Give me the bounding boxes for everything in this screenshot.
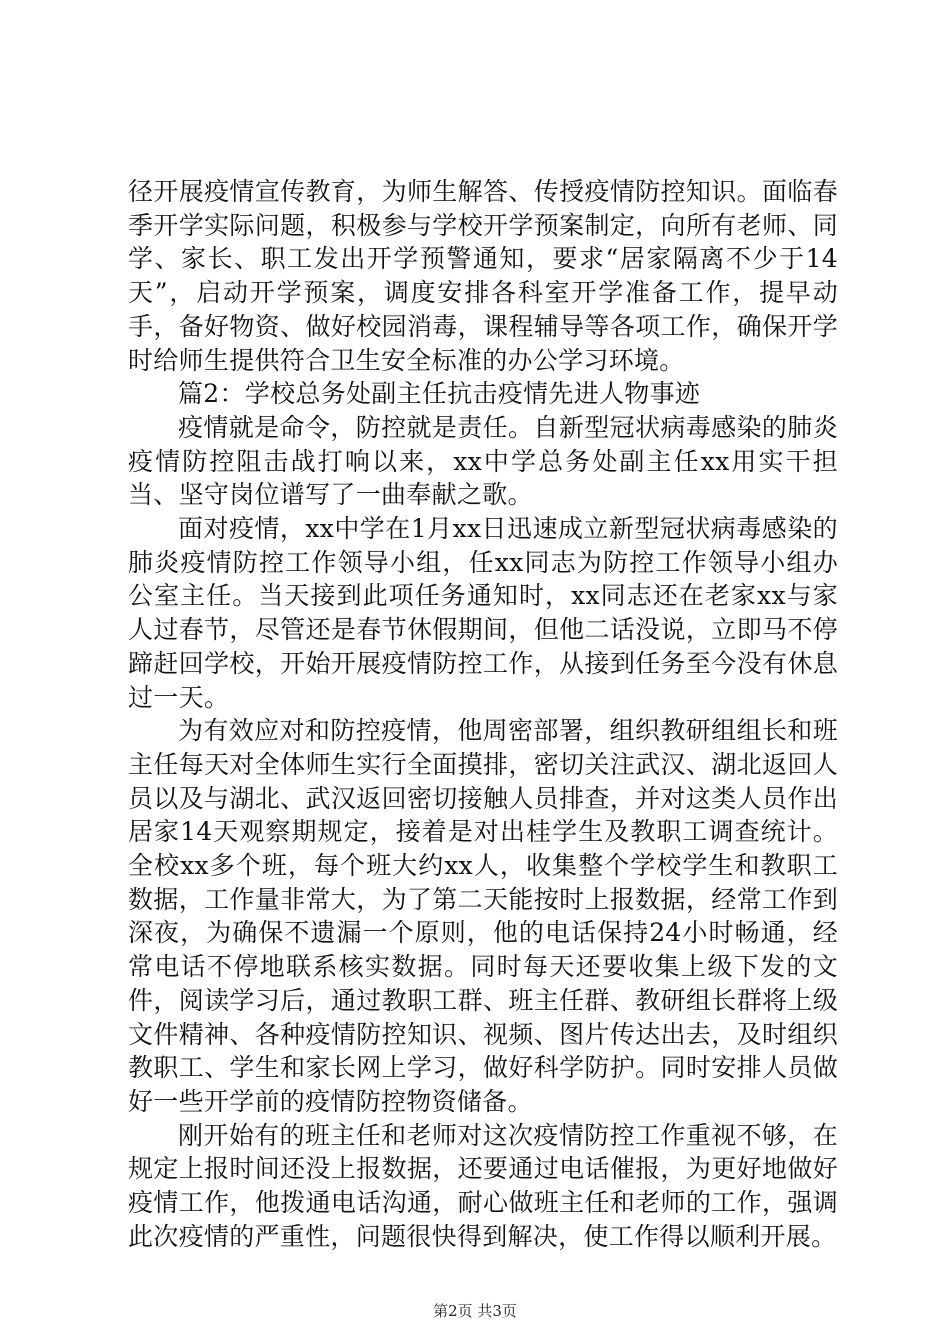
paragraph: 面对疫情，xx中学在1月xx日迅速成立新型冠状病毒感染的肺炎疫情防控工作领导小组，任xx同志为防控工作领导小组办公室主任。当天接到此项任务通知时，xx同志还在老家xx与家人过春节，尽管还是春节休假期间，但他二话没说，立即马不停蹄赶回学校，开始开展疫情防控工作，从接到任务至今没有休息过一天。	[128, 514, 838, 712]
page-footer: 第2页 共3页	[433, 1302, 517, 1320]
paragraph: 为有效应对和防控疫情，他周密部署，组织教研组组长和班主任每天对全体师生实行全面摸排，密切关注武汉、湖北返回人员以及与湖北、武汉返回密切接触人员排查，并对这类人员作出居家14天观察期规定，接着是对出桂学生及教职工调查统计。全校xx多个班，每个班大约xx人，收集整个学校学生和教职工数据，工作量非常大，为了第二天能按时上报数据，经常工作到深夜，为确保不遗漏一个原则，他的电话保持24小时畅通，经常电话不停地联系核实数据。同时每天还要收集上级下发的文件，阅读学习后，通过教职工群、班主任群、教研组长群将上级文件精神、各种疫情防控知识、视频、图片传达出去，及时组织教职工、学生和家长网上学习，做好科学防护。同时安排人员做好一些开学前的疫情防控物资储备。	[128, 716, 838, 1116]
paragraph: 刚开始有的班主任和老师对这次疫情防控工作重视不够，在规定上报时间还没上报数据，还要通过电话催报，为更好地做好疫情工作，他拨通电话沟通，耐心做班主任和老师的工作，强调此次疫情的严重性，问题很快得到解决，使工作得以顺利开展。	[128, 1120, 838, 1251]
section-heading: 篇2：学校总务处副主任抗击疫情先进人物事迹	[178, 379, 701, 409]
paragraph: 疫情就是命令，防控就是责任。自新型冠状病毒感染的肺炎疫情防控阻击战打响以来，xx中学总务处副主任xx用实干担当、坚守岗位谱写了一曲奉献之歌。	[128, 412, 838, 510]
document-body	[128, 175, 838, 1254]
paragraph-continued: 径开展疫情宣传教育，为师生解答、传授疫情防控知识。面临春季开学实际问题，积极参与学校开学预案制定，向所有老师、同学、家长、职工发出开学预警通知，要求“居家隔离不少于14天”，启动开学预案，调度安排各科室开学准备工作，提早动手，备好物资、做好校园消毒，课程辅导等各项工作，确保开学时给师生提供符合卫生安全标准的办公学习环境。	[128, 177, 838, 375]
